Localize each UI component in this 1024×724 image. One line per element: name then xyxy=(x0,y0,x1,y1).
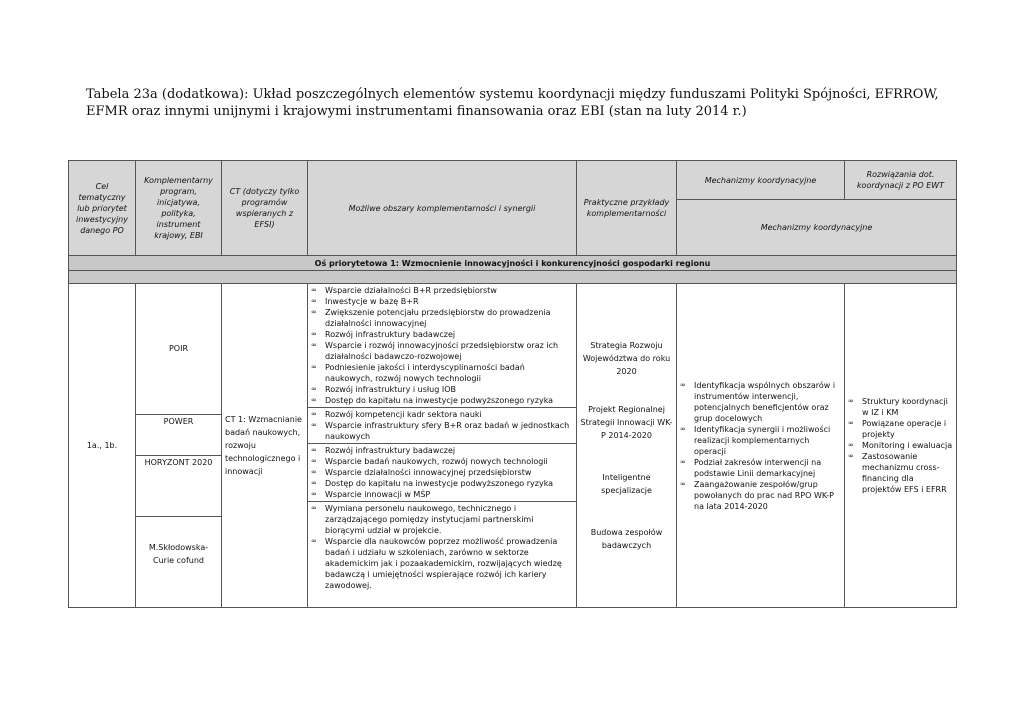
data-row xyxy=(69,284,957,608)
example-item: Budowa zespołów badawczych xyxy=(590,528,663,550)
area-item: ∞ Dostęp do kapitału na inwestycje podwyższonego ryzyka xyxy=(311,395,573,406)
area-item: ∞ Wsparcie działalności B+R przedsiębiorstw xyxy=(311,285,573,296)
area-item: ∞ Wsparcie dla naukowców poprzez możliwość prowadzenia badań i udziału w szkoleniach, zarówno w sektorze akademickim jak i pozaakademickim, rozwijających wiedzę badawczą i umiejętności wspierające rozwój ich kariery zawodowej. xyxy=(311,536,573,591)
header-ewt: Rozwiązania dot. koordynacji z PO EWT xyxy=(845,161,957,200)
areas-group xyxy=(308,408,576,444)
area-item: ∞ Wsparcie innowacji w MŚP xyxy=(311,489,573,500)
ewt-item: ∞ Struktury koordynacji w IZ i KM xyxy=(848,396,953,418)
ewt-cell xyxy=(845,284,957,608)
header-mechanisms: Mechanizmy koordynacyjne xyxy=(677,161,845,200)
area-item: ∞ Dostęp do kapitału na inwestycje podwyższonego ryzyka xyxy=(311,478,573,489)
area-item: ∞ Rozwój kompetencji kadr sektora nauki xyxy=(311,409,573,420)
area-item: ∞ Inwestycje w bazę B+R xyxy=(311,296,573,307)
header-row xyxy=(69,161,957,200)
mechanism-item: ∞ Zaangażowanie zespołów/grup powołanych do prac nad RPO WK-P na lata 2014-2020 xyxy=(680,479,841,512)
header-mechanisms-sub: Mechanizmy koordynacyjne xyxy=(677,200,957,256)
header-program: Komplementarny program, inicjatywa, polityka, instrument krajowy, EBI xyxy=(136,161,222,256)
area-item: ∞ Podniesienie jakości i interdyscyplinarności badań naukowych, rozwój nowych technologii xyxy=(311,362,573,384)
coordination-table xyxy=(68,160,957,608)
programs-cell xyxy=(136,284,222,608)
mechanism-item: ∞ Identyfikacja wspólnych obszarów i instrumentów interwencji, potencjalnych beneficjentów oraz grup docelowych xyxy=(680,380,841,424)
area-item: ∞ Wsparcie i rozwój innowacyjności przedsiębiorstw oraz ich działalności badawczo-rozwojowej xyxy=(311,340,573,362)
ewt-item: ∞ Zastosowanie mechanizmu cross-financing dla projektów EFS i EFRR xyxy=(848,451,953,495)
area-item: ∞ Wsparcie działalności innowacyjnej przedsiębiorstw xyxy=(311,467,573,478)
ct-cell: CT 1: Wzmacnianie badań naukowych, rozwoju technologicznego i innowacji xyxy=(222,284,308,608)
areas-cell xyxy=(308,284,577,608)
header-ct: CT (dotyczy tylko programów wspieranych z EFSI) xyxy=(222,161,308,256)
examples-cell xyxy=(577,284,677,608)
program-item: POWER xyxy=(136,415,221,456)
program-item: POIR xyxy=(136,284,221,415)
area-item: ∞ Rozwój infrastruktury badawczej xyxy=(311,329,573,340)
example-item: Inteligentne specjalizacje xyxy=(601,473,652,495)
ewt-item: ∞ Monitoring i ewaluacja xyxy=(848,440,953,451)
areas-group xyxy=(308,284,576,408)
mechanisms-cell xyxy=(677,284,845,608)
example-item: Strategia Rozwoju Województwa do roku 2020 xyxy=(582,341,671,376)
mechanism-item: ∞ Podział zakresów interwencji na podstawie Linii demarkacyjnej xyxy=(680,457,841,479)
mechanism-item: ∞ Identyfikacja synergii i możliwości realizacji komplementarnych operacji xyxy=(680,424,841,457)
areas-group xyxy=(308,502,576,592)
example-item: Projekt Regionalnej Strategii Innowacji WK-P 2014-2020 xyxy=(580,405,673,440)
area-item: ∞ Wymiana personelu naukowego, technicznego i zarządzającego pomiędzy instytucjami partnerskimi biorącymi udział w projekcie. xyxy=(311,503,573,536)
ewt-item: ∞ Powiązane operacje i projekty xyxy=(848,418,953,440)
header-goal: Cel tematyczny lub priorytet inwestycyjny danego PO xyxy=(69,161,136,256)
axis-title: Oś priorytetowa 1: Wzmocnienie innowacyjności i konkurencyjności gospodarki regionu xyxy=(69,256,957,271)
axis-row xyxy=(69,256,957,271)
area-item: ∞ Rozwój infrastruktury badawczej xyxy=(311,445,573,456)
goal-cell: 1a., 1b. xyxy=(69,284,136,608)
area-item: ∞ Zwiększenie potencjału przedsiębiorstw do prowadzenia działalności innowacyjnej xyxy=(311,307,573,329)
area-item: ∞ Wsparcie infrastruktury sfery B+R oraz badań w jednostkach naukowych xyxy=(311,420,573,442)
areas-group xyxy=(308,444,576,502)
area-item: ∞ Rozwój infrastruktury i usług IOB xyxy=(311,384,573,395)
program-item: M.Skłodowska-Curie cofund xyxy=(148,543,209,565)
table-caption: Tabela 23a (dodatkowa): Układ poszczególnych elementów systemu koordynacji między funduszami Polityki Spójności, EFRROW, EFMR oraz innymi unijnymi i krajowymi instrumentami finansowania oraz EBI (stan na luty 2014 r.) xyxy=(86,87,939,119)
header-examples: Praktyczne przykłady komplementarności xyxy=(577,161,677,256)
header-areas: Możliwe obszary komplementarności i synergii xyxy=(308,161,577,256)
area-item: ∞ Wsparcie badań naukowych, rozwój nowych technologii xyxy=(311,456,573,467)
program-item: HORYZONT 2020 xyxy=(136,456,221,517)
